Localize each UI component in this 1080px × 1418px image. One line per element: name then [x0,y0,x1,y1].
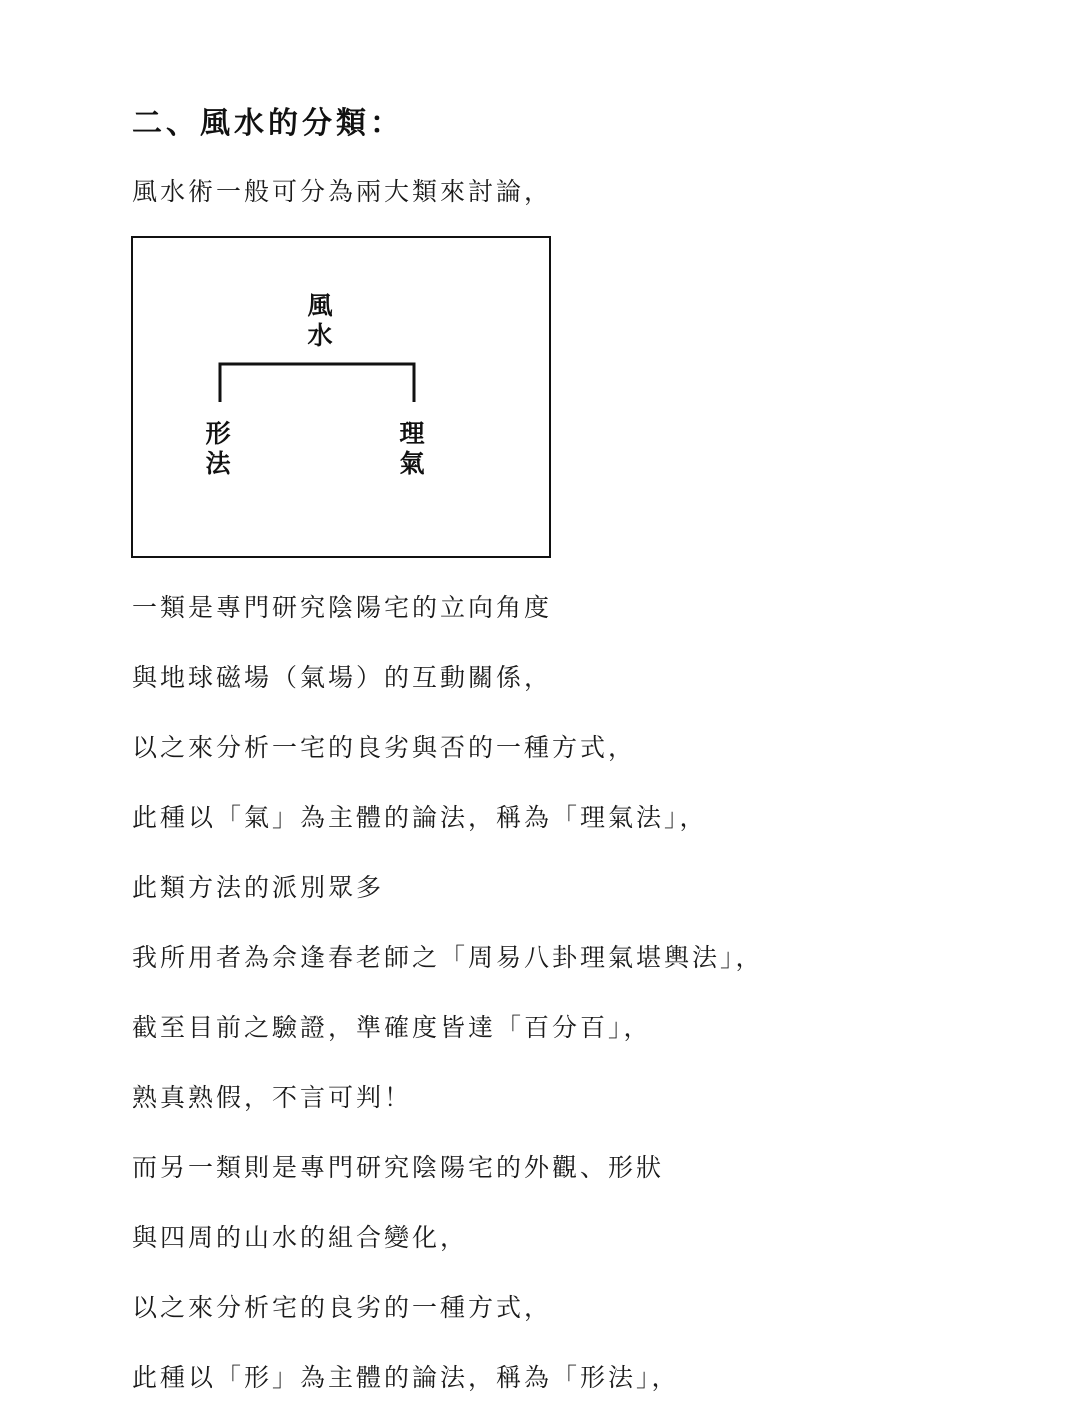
paragraph-line: 以之來分析一宅的良劣與否的一種方式， [132,733,637,762]
paragraph-line: 與地球磁場（氣場）的互動關係， [132,663,553,692]
root-node-label [305,291,335,351]
left-node-label [203,419,233,479]
right-char: 氣 [399,449,425,478]
paragraph-line: 我所用者為佘逢春老師之「周易八卦理氣堪輿法」， [132,943,764,972]
intro-line: 風水術一般可分為兩大類來討論， [132,177,553,206]
paragraph-line: 熟真熟假，不言可判！ [132,1083,413,1112]
paragraph-line: 此種以「形」為主體的論法，稱為「形法」， [132,1363,680,1392]
root-char: 風 [307,291,333,320]
tree-connector-lines [133,238,549,556]
tree-branch-path [220,364,414,402]
paragraph-line: 一類是專門研究陰陽宅的立向角度 [132,593,553,622]
paragraph-line: 而另一類則是專門研究陰陽宅的外觀、形狀 [132,1153,665,1182]
paragraph-line: 截至目前之驗證，準確度皆達「百分百」， [132,1013,652,1042]
right-node-label [397,419,427,479]
root-char: 水 [307,321,333,350]
paragraph-line: 此種以「氣」為主體的論法，稱為「理氣法」， [132,803,708,832]
left-char: 法 [205,449,231,478]
classification-diagram [131,236,551,558]
paragraph-line: 此類方法的派別眾多 [132,873,385,902]
left-char: 形 [205,419,231,448]
right-char: 理 [399,419,425,448]
section-heading: 二、風水的分類： [132,106,404,141]
paragraph-line: 以之來分析宅的良劣的一種方式， [132,1293,553,1322]
paragraph-line: 與四周的山水的組合變化， [132,1223,469,1252]
